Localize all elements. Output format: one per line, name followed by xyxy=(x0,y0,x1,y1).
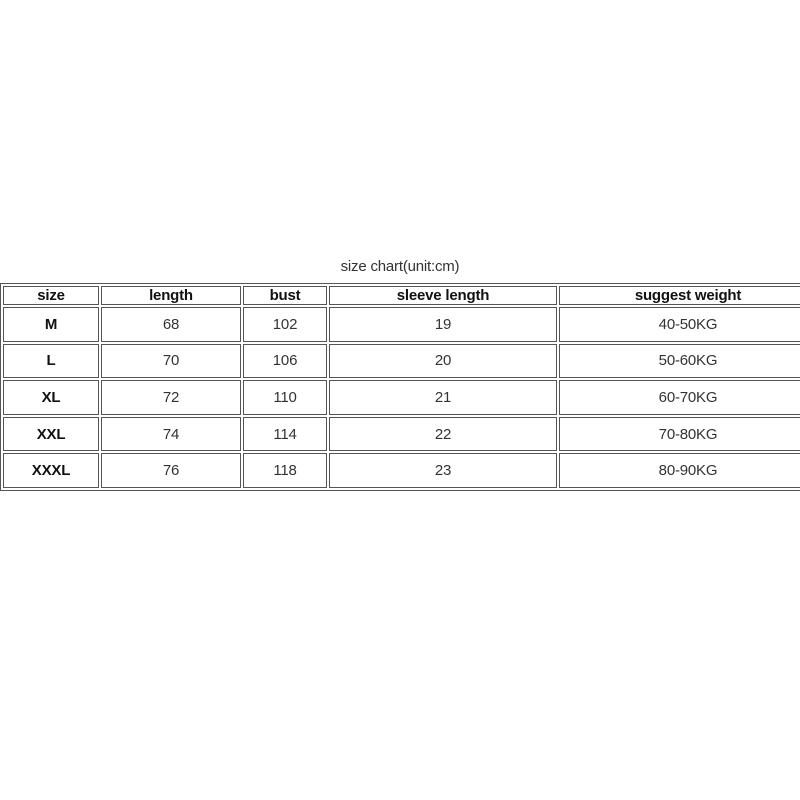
sleeve-length-cell: 22 xyxy=(329,417,557,452)
table-row xyxy=(3,344,800,379)
bust-cell: 118 xyxy=(243,453,327,488)
sleeve-length-cell: 19 xyxy=(329,307,557,342)
suggest-weight-cell: 40-50KG xyxy=(559,307,800,342)
header-sleeve-length: sleeve length xyxy=(329,286,557,305)
table-row xyxy=(3,453,800,488)
table-row xyxy=(3,307,800,342)
suggest-weight-cell: 70-80KG xyxy=(559,417,800,452)
suggest-weight-cell: 60-70KG xyxy=(559,380,800,415)
table-header-row xyxy=(3,286,800,305)
length-cell: 70 xyxy=(101,344,241,379)
length-cell: 72 xyxy=(101,380,241,415)
suggest-weight-cell: 80-90KG xyxy=(559,453,800,488)
table-caption: size chart(unit:cm) xyxy=(340,258,460,275)
size-cell: XL xyxy=(3,380,99,415)
header-size: size xyxy=(3,286,99,305)
bust-cell: 106 xyxy=(243,344,327,379)
length-cell: 76 xyxy=(101,453,241,488)
table-row xyxy=(3,380,800,415)
bust-cell: 110 xyxy=(243,380,327,415)
length-cell: 74 xyxy=(101,417,241,452)
bust-cell: 114 xyxy=(243,417,327,452)
size-cell: L xyxy=(3,344,99,379)
length-cell: 68 xyxy=(101,307,241,342)
bust-cell: 102 xyxy=(243,307,327,342)
size-chart-table xyxy=(0,283,800,491)
sleeve-length-cell: 23 xyxy=(329,453,557,488)
sleeve-length-cell: 21 xyxy=(329,380,557,415)
size-cell: XXXL xyxy=(3,453,99,488)
header-length: length xyxy=(101,286,241,305)
sleeve-length-cell: 20 xyxy=(329,344,557,379)
header-suggest-weight: suggest weight xyxy=(559,286,800,305)
table-row xyxy=(3,417,800,452)
size-cell: XXL xyxy=(3,417,99,452)
suggest-weight-cell: 50-60KG xyxy=(559,344,800,379)
size-cell: M xyxy=(3,307,99,342)
header-bust: bust xyxy=(243,286,327,305)
